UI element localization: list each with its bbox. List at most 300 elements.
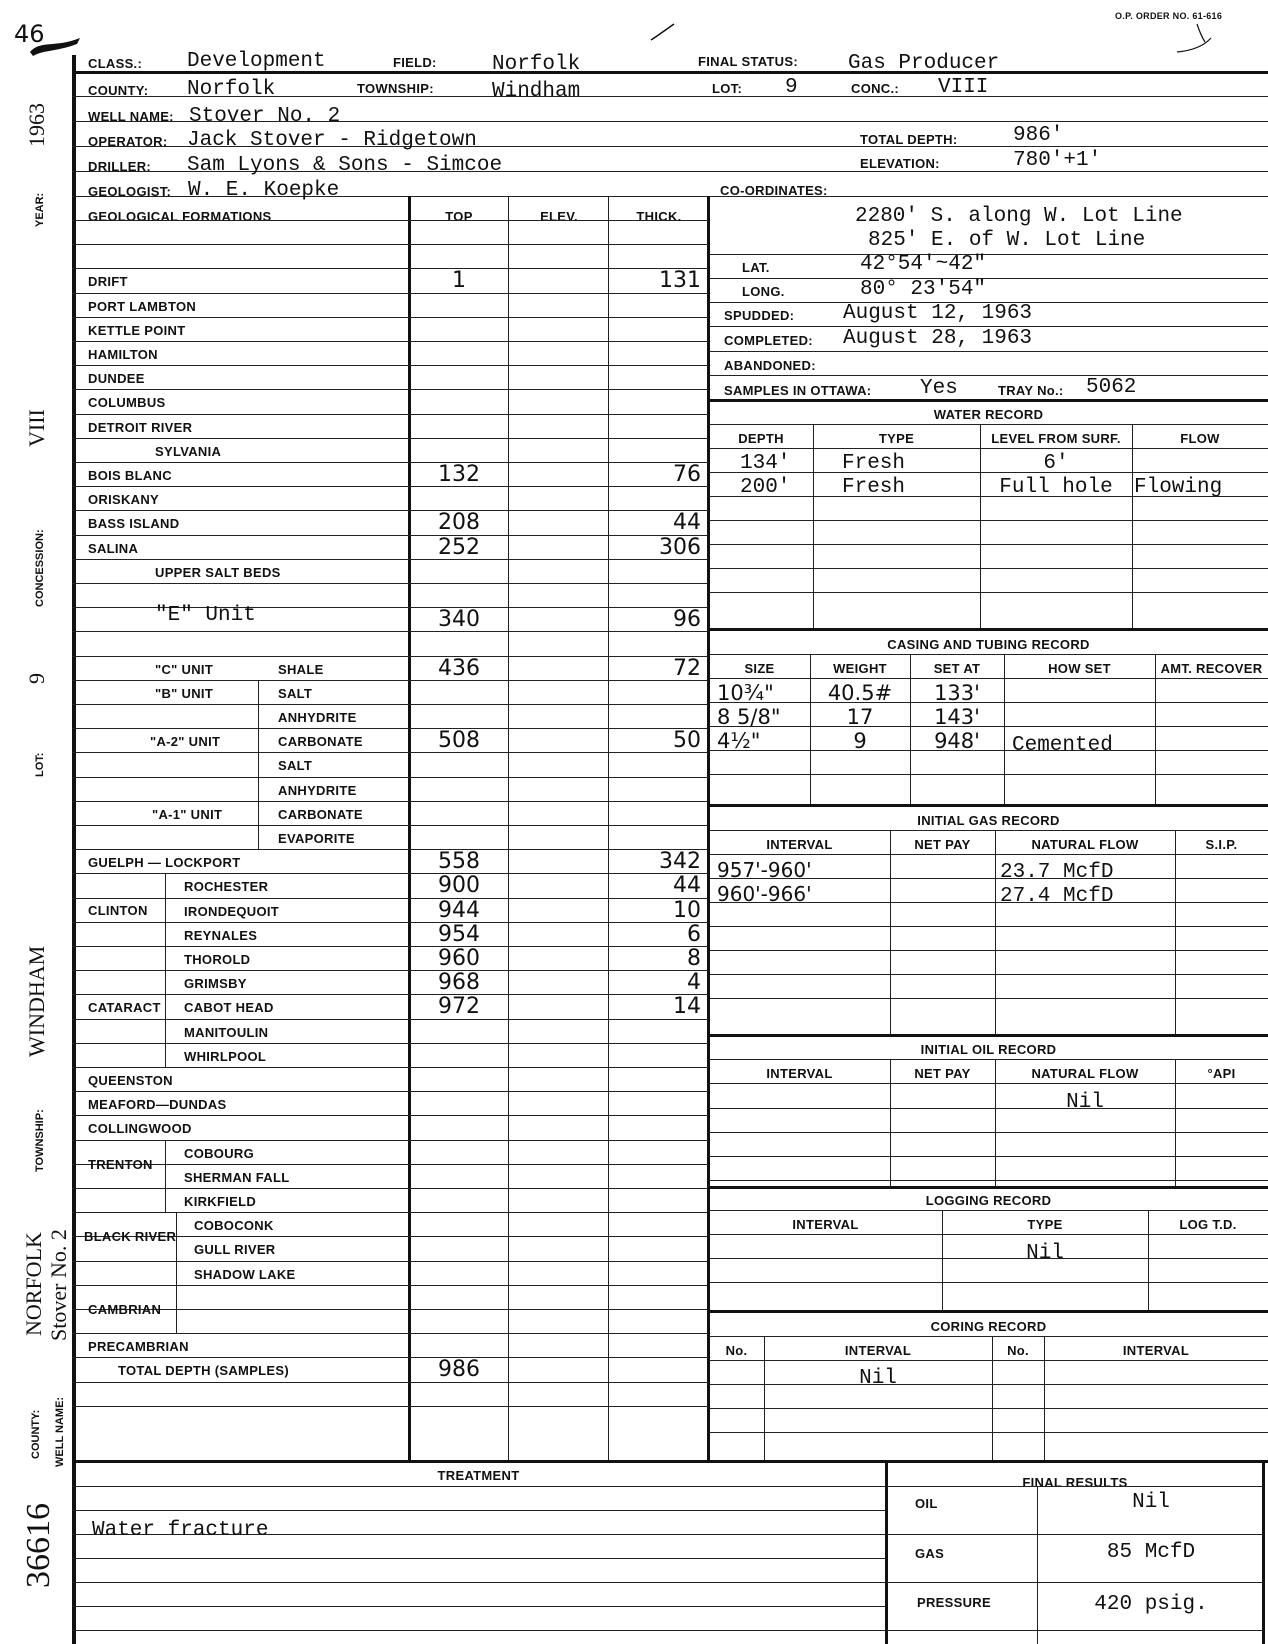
formation-row-rule	[72, 389, 708, 390]
casing-set-at: 143'	[934, 705, 980, 729]
formation-name: BOIS BLANC	[88, 468, 172, 483]
formation-name: "C" UNIT	[155, 662, 214, 677]
formation-row-rule	[72, 268, 708, 269]
side-well-name: Stover No. 2	[46, 1229, 71, 1341]
formation-row-rule	[72, 1285, 708, 1286]
formation-name: COLLINGWOOD	[88, 1121, 192, 1136]
gas-row-rule	[709, 926, 1268, 927]
formation-row-rule	[72, 1333, 708, 1334]
formation-thick-value: 4	[687, 970, 701, 995]
formation-name: GRIMSBY	[184, 976, 247, 991]
casing-size: 10¾"	[717, 681, 774, 705]
spudded-label: SPUDDED:	[724, 308, 795, 323]
formation-thick-value: 10	[673, 898, 701, 923]
formation-top-value: 436	[438, 656, 480, 681]
total-depth-value: 986'	[1013, 124, 1064, 147]
field-label: FIELD:	[393, 55, 437, 70]
formation-subunit: CARBONATE	[278, 807, 363, 822]
formation-thick-value: 96	[673, 607, 701, 632]
formation-name: DUNDEE	[88, 371, 145, 386]
formation-name: DETROIT RIVER	[88, 420, 193, 435]
formation-name: REYNALES	[184, 928, 258, 943]
conc-label: CONC.:	[851, 81, 900, 96]
water-depth: 134'	[740, 452, 791, 475]
formation-row-rule	[72, 752, 708, 753]
water-level: 6'	[1043, 452, 1069, 475]
oil-row-rule	[709, 1180, 1268, 1181]
oil-title: INITIAL OIL RECORD	[920, 1042, 1057, 1057]
casing-title-rule	[709, 654, 1268, 655]
coring-interval: Nil	[859, 1367, 897, 1390]
casing-bottom-rule	[709, 804, 1268, 807]
gas-natural-flow: 23.7 McfD	[1000, 861, 1114, 884]
logging-title-rule	[709, 1210, 1268, 1211]
formation-group-name: BLACK RIVER	[84, 1229, 177, 1244]
formation-row-rule	[72, 777, 708, 778]
casing-how-set: Cemented	[1012, 734, 1113, 757]
corner-handwritten-mark: 46	[14, 20, 45, 48]
formation-row-rule	[72, 1357, 708, 1358]
oil-col-divider	[1175, 1059, 1176, 1186]
formation-name: QUEENSTON	[88, 1073, 173, 1088]
thick-col-header: THICK.	[636, 209, 682, 224]
casing-set-at: 133'	[934, 681, 980, 705]
top-col-header: TOP	[445, 209, 473, 224]
formation-name: COBOCONK	[194, 1218, 274, 1233]
water-type: Fresh	[842, 476, 906, 499]
water-level: Full hole	[999, 476, 1113, 499]
operator-label: OPERATOR:	[88, 134, 168, 149]
oil-col-divider	[995, 1059, 996, 1186]
casing-col-divider	[810, 654, 811, 804]
side-county-label: COUNTY:	[30, 1409, 42, 1459]
formation-row-rule	[72, 656, 708, 657]
final-oil-value: Nil	[1132, 1491, 1170, 1514]
geologist-label: GEOLOGIST:	[88, 184, 172, 199]
formation-name: "E" Unit	[155, 604, 256, 627]
spudded-value: August 12, 1963	[843, 302, 1033, 325]
formation-name: MANITOULIN	[184, 1025, 269, 1040]
formation-name: MEAFORD—DUNDAS	[88, 1097, 227, 1112]
formation-top-value: 954	[438, 922, 480, 947]
casing-col-header: AMT. RECOVER	[1160, 661, 1263, 676]
formation-name: SALINA	[88, 541, 139, 556]
formation-name: DRIFT	[88, 274, 128, 289]
formation-name: PRECAMBRIAN	[88, 1339, 189, 1354]
water-flow: Flowing	[1134, 476, 1223, 499]
formation-thick-value: 6	[687, 922, 701, 947]
formation-row-rule	[72, 801, 708, 802]
elev-col-header: ELEV.	[540, 209, 578, 224]
coring-bottom-rule	[709, 1460, 1268, 1463]
formation-name: "A-2" UNIT	[150, 734, 221, 749]
pen-stroke-icon	[1175, 22, 1215, 56]
formation-thick-value: 44	[673, 873, 701, 898]
logging-bottom-rule	[709, 1310, 1268, 1313]
abandoned-label: ABANDONED:	[724, 358, 816, 373]
logging-col-header: LOG T.D.	[1179, 1217, 1237, 1232]
formations-col-header: GEOLOGICAL FORMATIONS	[88, 209, 272, 224]
gas-title-rule	[709, 830, 1268, 831]
coring-title-rule	[709, 1336, 1268, 1337]
gas-row-rule	[709, 974, 1268, 975]
formation-row-rule	[72, 365, 708, 366]
long-value: 80° 23'54"	[860, 278, 987, 301]
coring-col-header: No.	[1007, 1343, 1029, 1358]
formation-thick-value: 306	[659, 535, 701, 560]
logging-header-rule	[709, 1234, 1268, 1235]
formation-row-rule	[72, 293, 708, 294]
formation-row-rule	[72, 535, 708, 536]
samples-value: Yes	[920, 377, 958, 400]
formation-row-rule	[72, 341, 708, 342]
check-mark-icon	[648, 22, 678, 46]
formation-row-rule	[72, 631, 708, 632]
coring-header-rule	[709, 1360, 1268, 1361]
formation-row-rule	[72, 873, 708, 874]
samples-label: SAMPLES IN OTTAWA:	[724, 383, 872, 398]
casing-weight: 17	[846, 705, 874, 729]
casing-size: 4½"	[717, 729, 761, 753]
formation-subunit: ANHYDRITE	[278, 710, 357, 725]
water-title: WATER RECORD	[933, 407, 1044, 422]
formation-name: SHADOW LAKE	[194, 1267, 296, 1282]
casing-col-header: SET AT	[933, 661, 981, 676]
coring-col-divider	[764, 1336, 765, 1460]
coring-col-header: INTERVAL	[844, 1343, 912, 1358]
formation-row-rule	[72, 922, 708, 923]
trenton-divider	[165, 1140, 166, 1212]
gas-col-header: INTERVAL	[766, 837, 833, 852]
formation-name: IRONDEQUOIT	[184, 904, 280, 919]
water-row-rule	[709, 520, 1268, 521]
class-value: Development	[187, 50, 326, 73]
formation-row-rule	[72, 1067, 708, 1068]
water-col-divider	[813, 424, 814, 628]
formation-row-rule	[72, 1188, 708, 1189]
black-river-divider	[176, 1212, 177, 1333]
casing-header-rule	[709, 678, 1268, 679]
formation-subunit: SALT	[278, 686, 313, 701]
treatment-text: Water fracture	[92, 1519, 269, 1542]
formation-name: PORT LAMBTON	[88, 299, 197, 314]
side-well-label: WELL NAME:	[54, 1396, 66, 1467]
township-value: Windham	[492, 80, 581, 103]
oil-col-header: °API	[1207, 1066, 1236, 1081]
side-lot-label: LOT:	[34, 752, 46, 777]
formation-top-value: 558	[438, 849, 480, 874]
gas-bottom-rule	[709, 1034, 1268, 1037]
formation-row-rule	[72, 559, 708, 560]
completed-label: COMPLETED:	[724, 333, 813, 348]
lat-value: 42°54'~42"	[860, 253, 987, 276]
formation-row-rule	[72, 414, 708, 415]
casing-weight: 40.5#	[827, 681, 893, 705]
oil-col-header: NET PAY	[914, 1066, 971, 1081]
formation-thick-value: 14	[673, 994, 701, 1019]
tray-value: 5062	[1086, 376, 1137, 399]
oil-row-rule	[709, 1108, 1268, 1109]
formation-subunit: SHALE	[278, 662, 324, 677]
coordinate-line-1: 2280' S. along W. Lot Line	[855, 205, 1183, 228]
formation-thick-value: 44	[673, 510, 701, 535]
formation-top-value: 132	[438, 462, 480, 487]
final-pressure-label: PRESSURE	[917, 1595, 991, 1610]
gas-col-divider	[995, 830, 996, 1034]
field-value: Norfolk	[492, 53, 581, 76]
completed-value: August 28, 1963	[843, 327, 1033, 350]
side-township: WINDHAM	[24, 945, 49, 1057]
formation-subunit: CARBONATE	[278, 734, 363, 749]
formation-row-rule	[72, 1212, 708, 1213]
gas-col-header: NET PAY	[914, 837, 971, 852]
formation-thick-value: 342	[659, 849, 701, 874]
driller-label: DRILLER:	[88, 159, 152, 174]
logging-title: LOGGING RECORD	[925, 1193, 1052, 1208]
ink-blot-icon	[25, 30, 85, 60]
gas-row-rule	[709, 950, 1268, 951]
lot-value: 9	[785, 76, 798, 99]
formation-row-rule	[72, 462, 708, 463]
side-concession: VIII	[24, 409, 49, 447]
formation-row-rule	[72, 1140, 708, 1141]
logging-col-header: TYPE	[1027, 1217, 1063, 1232]
formation-thick-value: 76	[673, 462, 701, 487]
formation-row-rule	[72, 438, 708, 439]
logging-col-divider	[1148, 1210, 1149, 1310]
gas-interval: 957'-960'	[717, 858, 812, 882]
formation-top-value: 508	[438, 728, 480, 753]
formation-subunit: SALT	[278, 758, 313, 773]
clinton-cataract-divider	[165, 873, 166, 1067]
formation-subunit: EVAPORITE	[278, 831, 355, 846]
formation-name: BASS ISLAND	[88, 516, 180, 531]
formation-name: UPPER SALT BEDS	[155, 565, 281, 580]
formation-row-rule	[72, 1115, 708, 1116]
casing-col-header: WEIGHT	[833, 661, 887, 676]
formation-name: SYLVANIA	[155, 444, 222, 459]
treatment-title: TREATMENT	[437, 1468, 520, 1483]
formation-name: ROCHESTER	[184, 879, 269, 894]
formation-group-name: CLINTON	[88, 903, 148, 918]
formation-name: COLUMBUS	[88, 395, 166, 410]
coring-col-divider	[992, 1336, 993, 1460]
formation-group-name: CAMBRIAN	[88, 1302, 162, 1317]
casing-size: 8 5/8"	[717, 705, 781, 729]
final-gas-label: GAS	[915, 1546, 945, 1561]
formation-top-value: 1	[452, 268, 466, 293]
formation-top-value: 968	[438, 970, 480, 995]
casing-set-at: 948'	[934, 729, 980, 753]
formation-top-value: 972	[438, 994, 480, 1019]
operator-value: Jack Stover - Ridgetown	[187, 129, 477, 152]
formation-name: TOTAL DEPTH (SAMPLES)	[118, 1363, 289, 1378]
gas-title: INITIAL GAS RECORD	[917, 813, 1060, 828]
formation-name: CABOT HEAD	[184, 1000, 274, 1015]
formation-thick-value: 8	[687, 946, 701, 971]
well-name-value: Stover No. 2	[189, 105, 341, 128]
formation-row-rule	[72, 680, 708, 681]
elevation-value: 780'+1'	[1013, 149, 1102, 172]
formation-subunit: ANHYDRITE	[278, 783, 357, 798]
coring-row-rule	[709, 1432, 1268, 1433]
formation-row-rule	[72, 510, 708, 511]
formation-row-rule	[72, 317, 708, 318]
formation-name: "B" UNIT	[155, 686, 214, 701]
oil-header-rule	[709, 1083, 1268, 1084]
logging-type: Nil	[1026, 1242, 1064, 1265]
water-depth: 200'	[740, 476, 791, 499]
tray-label: TRAY No.:	[998, 383, 1064, 398]
formation-thick-value: 131	[659, 268, 701, 293]
water-bottom-rule	[709, 628, 1268, 631]
formation-row-rule	[72, 898, 708, 899]
water-col-header: DEPTH	[738, 431, 784, 446]
driller-value: Sam Lyons & Sons - Simcoe	[187, 154, 503, 177]
formation-group-name: TRENTON	[88, 1157, 153, 1172]
oil-natural-flow: Nil	[1066, 1091, 1104, 1114]
gas-col-divider	[890, 830, 891, 1034]
coring-title: CORING RECORD	[930, 1319, 1047, 1334]
final-pressure-value: 420 psig.	[1094, 1593, 1208, 1616]
formation-top-value: 944	[438, 898, 480, 923]
final-oil-label: OIL	[915, 1496, 938, 1511]
side-file-number: 36616	[20, 1503, 57, 1588]
oil-col-divider	[890, 1059, 891, 1186]
gas-col-header: NATURAL FLOW	[1031, 837, 1139, 852]
formation-row-rule	[72, 1164, 708, 1165]
oil-col-header: INTERVAL	[766, 1066, 833, 1081]
formation-row-rule	[72, 849, 708, 850]
formation-row-rule	[72, 220, 708, 221]
formation-name: THOROLD	[184, 952, 251, 967]
formation-row-rule	[72, 1309, 708, 1310]
final-status-value: Gas Producer	[848, 52, 1000, 75]
casing-col-divider	[910, 654, 911, 804]
formation-name: KIRKFIELD	[184, 1194, 257, 1209]
oil-row-rule	[709, 1132, 1268, 1133]
lot-label: LOT:	[712, 81, 743, 96]
casing-row-rule	[709, 774, 1268, 775]
formation-top-value: 960	[438, 946, 480, 971]
formation-row-rule	[72, 1261, 708, 1262]
water-col-header: FLOW	[1180, 431, 1220, 446]
coordinate-line-2: 825' E. of W. Lot Line	[868, 229, 1146, 252]
well-name-label: WELL NAME:	[88, 109, 174, 124]
oil-bottom-rule	[709, 1186, 1268, 1189]
side-lot: 9	[24, 673, 49, 684]
oil-col-header: NATURAL FLOW	[1031, 1066, 1139, 1081]
coring-row-rule	[709, 1408, 1268, 1409]
formation-row-rule	[72, 728, 708, 729]
formation-row-rule	[72, 583, 708, 584]
water-row-rule	[709, 544, 1268, 545]
formation-name: KETTLE POINT	[88, 323, 186, 338]
gas-header-rule	[709, 854, 1268, 855]
geologist-value: W. E. Koepke	[188, 179, 340, 202]
formation-row-rule	[72, 1406, 708, 1407]
side-year: 1963	[24, 103, 49, 147]
formation-row-rule	[72, 1382, 708, 1383]
formation-row-rule	[72, 704, 708, 705]
formation-name: "A-1" UNIT	[152, 807, 223, 822]
formation-row-rule	[72, 1043, 708, 1044]
formation-top-value: 208	[438, 510, 480, 535]
logging-col-header: INTERVAL	[792, 1217, 859, 1232]
side-concession-label: CONCESSION:	[34, 529, 46, 607]
formation-row-rule	[72, 970, 708, 971]
water-header-rule	[709, 448, 1268, 449]
total-depth-label: TOTAL DEPTH:	[860, 132, 958, 147]
formation-group-name: CATARACT	[88, 1000, 161, 1015]
formation-row-rule	[72, 825, 708, 826]
final-status-label: FINAL STATUS:	[698, 54, 798, 69]
oil-title-rule	[709, 1059, 1268, 1060]
formation-name: SHERMAN FALL	[184, 1170, 290, 1185]
formation-thick-value: 50	[673, 728, 701, 753]
water-title-rule	[709, 424, 1268, 425]
casing-col-header: SIZE	[744, 661, 775, 676]
casing-col-divider	[1155, 654, 1156, 804]
county-label: COUNTY:	[88, 83, 149, 98]
water-col-header: TYPE	[878, 431, 915, 446]
long-label: LONG.	[742, 284, 785, 299]
gas-interval: 960'-966'	[717, 882, 812, 906]
gas-col-divider	[1175, 830, 1176, 1034]
order-number: O.P. ORDER NO. 61-616	[1115, 11, 1223, 21]
water-col-divider	[1132, 424, 1133, 628]
water-col-header: LEVEL FROM SURF.	[991, 431, 1121, 446]
coring-col-header: INTERVAL	[1122, 1343, 1190, 1358]
gas-natural-flow: 27.4 McfD	[1000, 885, 1114, 908]
side-year-label: YEAR:	[34, 192, 46, 227]
conc-value: VIII	[938, 76, 989, 99]
formation-name: GUELPH — LOCKPORT	[88, 855, 241, 870]
county-value: Norfolk	[187, 78, 276, 101]
water-row-rule	[709, 592, 1268, 593]
formation-name: GULL RIVER	[194, 1242, 276, 1257]
formation-row-rule	[72, 1019, 708, 1020]
formation-top-value: 252	[438, 535, 480, 560]
formation-top-value: 986	[438, 1357, 480, 1382]
formation-name: COBOURG	[184, 1146, 254, 1161]
side-township-label: TOWNSHIP:	[34, 1109, 46, 1172]
formation-row-rule	[72, 994, 708, 995]
formation-thick-value: 72	[673, 656, 701, 681]
casing-weight: 9	[853, 729, 867, 753]
casing-col-divider	[1004, 654, 1005, 804]
water-row-rule	[709, 568, 1268, 569]
logging-row-rule	[709, 1282, 1268, 1283]
side-county: NORFOLK	[21, 1232, 46, 1336]
elevation-label: ELEVATION:	[860, 156, 940, 171]
coring-col-divider	[1044, 1336, 1045, 1460]
water-type: Fresh	[842, 452, 906, 475]
formation-name: WHIRLPOOL	[184, 1049, 267, 1064]
formation-row-rule	[72, 1091, 708, 1092]
gas-col-header: S.I.P.	[1205, 837, 1238, 852]
oil-row-rule	[709, 1156, 1268, 1157]
formation-row-rule	[72, 244, 708, 245]
casing-col-header: HOW SET	[1048, 661, 1111, 676]
township-label: TOWNSHIP:	[357, 81, 434, 96]
final-results-title: FINAL RESULTS	[1022, 1475, 1128, 1490]
formation-top-value: 340	[438, 607, 480, 632]
lat-label: LAT.	[742, 260, 770, 275]
formation-name: ORISKANY	[88, 492, 160, 507]
formation-top-value: 900	[438, 873, 480, 898]
formation-row-rule	[72, 946, 708, 947]
